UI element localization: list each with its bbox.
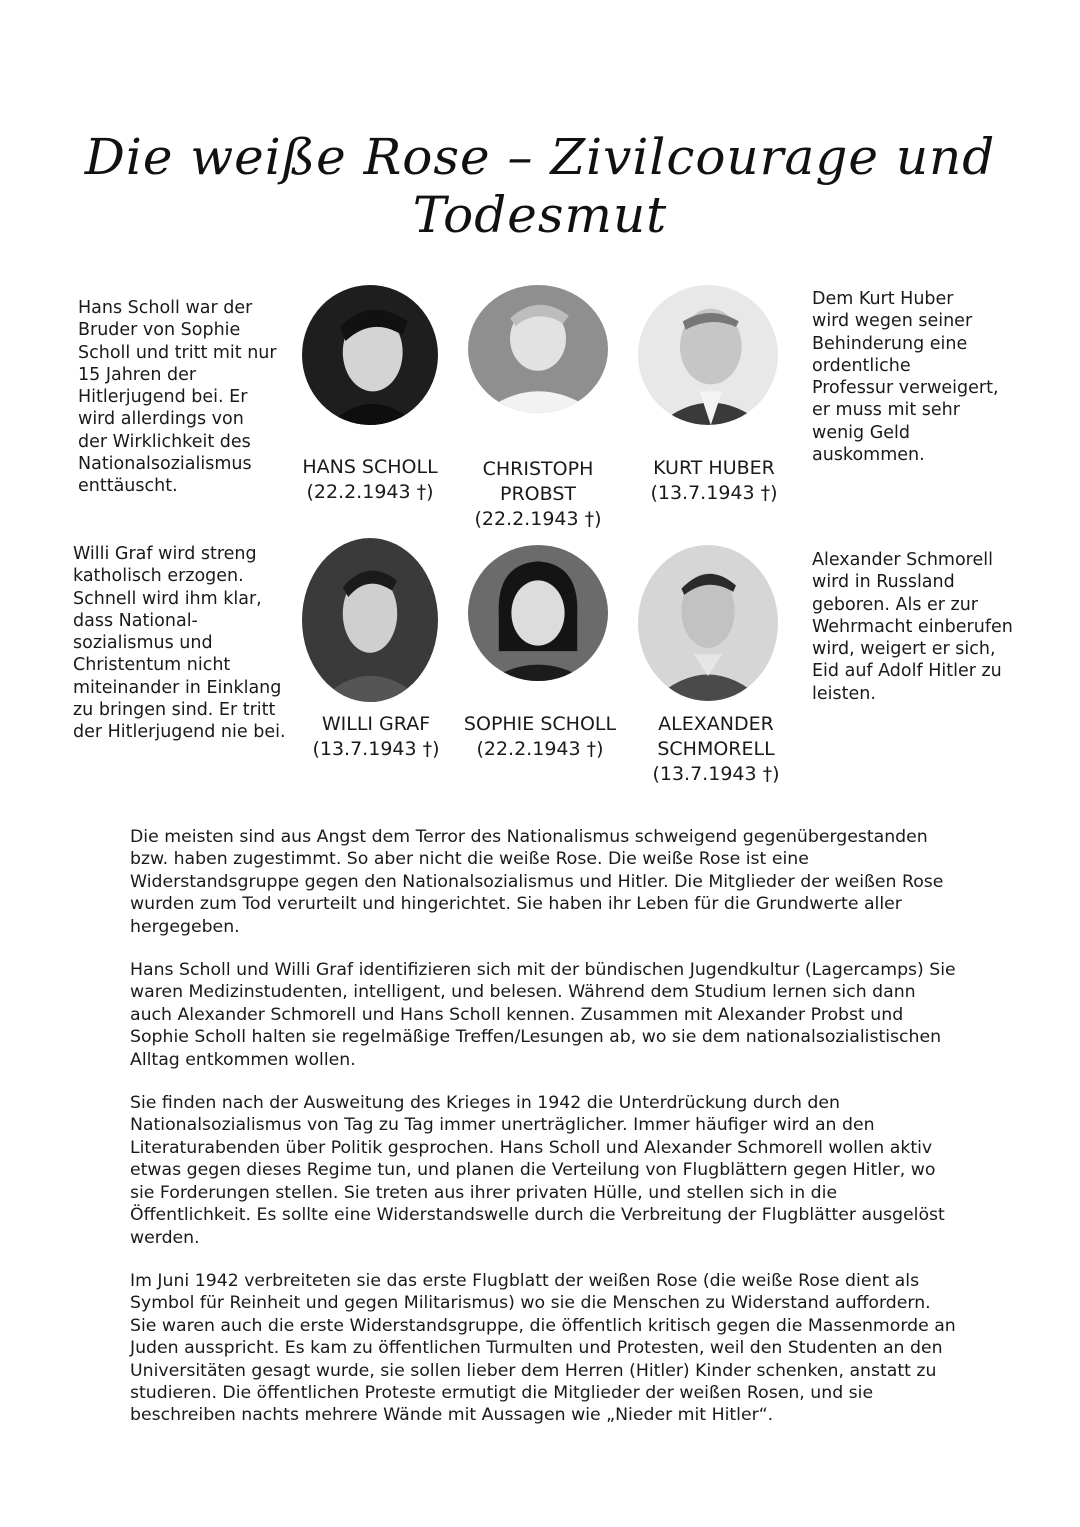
member-death-date: (22.2.1943 †) (306, 481, 434, 503)
member-name: ALEXANDER (658, 713, 774, 735)
member-death-date: (22.2.1943 †) (474, 508, 602, 530)
alexander-schmorell-photo (638, 545, 778, 701)
member-name: CHRISTOPH (482, 458, 594, 480)
kurt-huber-photo (638, 285, 778, 425)
willi-graf-bio: Willi Graf wird streng katholisch erzogen. Schnell wird ihm klar, dass National- sozialismus und Christentum nicht miteinander in Einklang zu bringen sind. Er tritt der Hitlerjugend nie bei. (73, 544, 286, 743)
caption-alexander-schmorell (616, 712, 816, 787)
member-name: SOPHIE SCHOLL (463, 713, 617, 735)
member-death-date: (13.7.1943 †) (312, 738, 440, 760)
member-name: KURT HUBER (653, 457, 775, 479)
willi-graf-photo (302, 538, 438, 702)
paragraph: Sie finden nach der Ausweitung des Krieges in 1942 die Unterdrückung durch den Nationalsozialismus von Tag zu Tag immer unerträglicher. Immer häufiger wird an den Literaturabenden über Politik gesprochen. Hans Scholl und Alexander Schmorell wollen aktiv etwas gegen dieses Regime tun, und planen die Verteilung von Flugblättern gegen Hitler, wo sie Forderungen stellen. Sie treten aus ihrer privaten Hülle, und stellen sich in die Öffentlichkeit. Es sollte eine Widerstandswelle durch die Verbreitung der Flugblätter ausgelöst werden. (130, 1093, 945, 1248)
member-death-date: (13.7.1943 †) (650, 482, 778, 504)
christoph-probst-photo (468, 285, 608, 413)
sophie-scholl-photo (468, 545, 608, 681)
paragraph: Im Juni 1942 verbreiteten sie das erste Flugblatt der weißen Rose (die weiße Rose dient als Symbol für Reinheit und gegen Militarismus) wo sie die Menschen zu Widerstand auffordern. Sie waren auch die erste Widerstandsgruppe, die öffentlich kritisch gegen die Massenmorde an Juden ausspricht. Es kam zu öffentlichen Turmulten und Protesten, weil den Studenten an den Universitäten gesagt wurde, sie sollen lieber dem Herren (Hitler) Kinder schenken, anstatt zu studieren. Die öffentlichen Proteste ermutigt die Mitglieder der weißen Rosen, und sie beschreiben nachts mehrere Wände mit Aussagen wie „Nieder mit Hitler“. (130, 1270, 956, 1426)
member-name: WILLI GRAF (321, 713, 431, 735)
hans-scholl-bio: Hans Scholl war der Bruder von Sophie Scholl und tritt mit nur 15 Jahren der Hitlerjugend bei. Er wird allerdings von der Wirklichkeit des Nationalsozialismus enttäuscht. (78, 298, 277, 497)
caption-sophie-scholl (440, 712, 640, 762)
member-name: PROBST (500, 483, 576, 505)
page-title: Die weiße Rose – Zivilcourage und Todesmut (84, 128, 996, 244)
caption-christoph-probst (438, 457, 638, 532)
member-death-date: (22.2.1943 †) (476, 738, 604, 760)
main-text (130, 826, 960, 1448)
hans-scholl-photo (302, 285, 438, 425)
member-name: SCHMORELL (657, 738, 775, 760)
paragraph: Hans Scholl und Willi Graf identifizieren sich mit der bündischen Jugendkultur (Lagercamps) Sie waren Medizinstudenten, intelligent, und belesen. Während dem Studium lernen sich dann auch Alexander Schmorell und Hans Scholl kennen. Zusammen mit Alexander Probst und Sophie Scholl halten sie regelmäßige Treffen/Lesungen ab, wo sie dem nationalsozialistischen Alltag entkommen wollen. (130, 960, 956, 1070)
member-name: HANS SCHOLL (302, 456, 438, 478)
caption-kurt-huber (614, 456, 814, 506)
member-death-date: (13.7.1943 †) (652, 763, 780, 785)
kurt-huber-bio: Dem Kurt Huber wird wegen seiner Behinderung eine ordentliche Professur verweigert, er muss mit sehr wenig Geld auskommen. (812, 289, 999, 466)
alexander-schmorell-bio: Alexander Schmorell wird in Russland geboren. Als er zur Wehrmacht einberufen wird, weigert er sich, Eid auf Adolf Hitler zu leisten. (812, 550, 1013, 704)
paragraph: Die meisten sind aus Angst dem Terror des Nationalismus schweigend gegenübergestanden bzw. haben zugestimmt. So aber nicht die weiße Rose. Die weiße Rose ist eine Widerstandsgruppe gegen den Nationalsozialismus und Hitler. Die Mitglieder der weißen Rose wurden zum Tod verurteilt und hingerichtet. Sie haben ihr Leben für die Grundwerte aller hergegeben. (130, 827, 944, 937)
